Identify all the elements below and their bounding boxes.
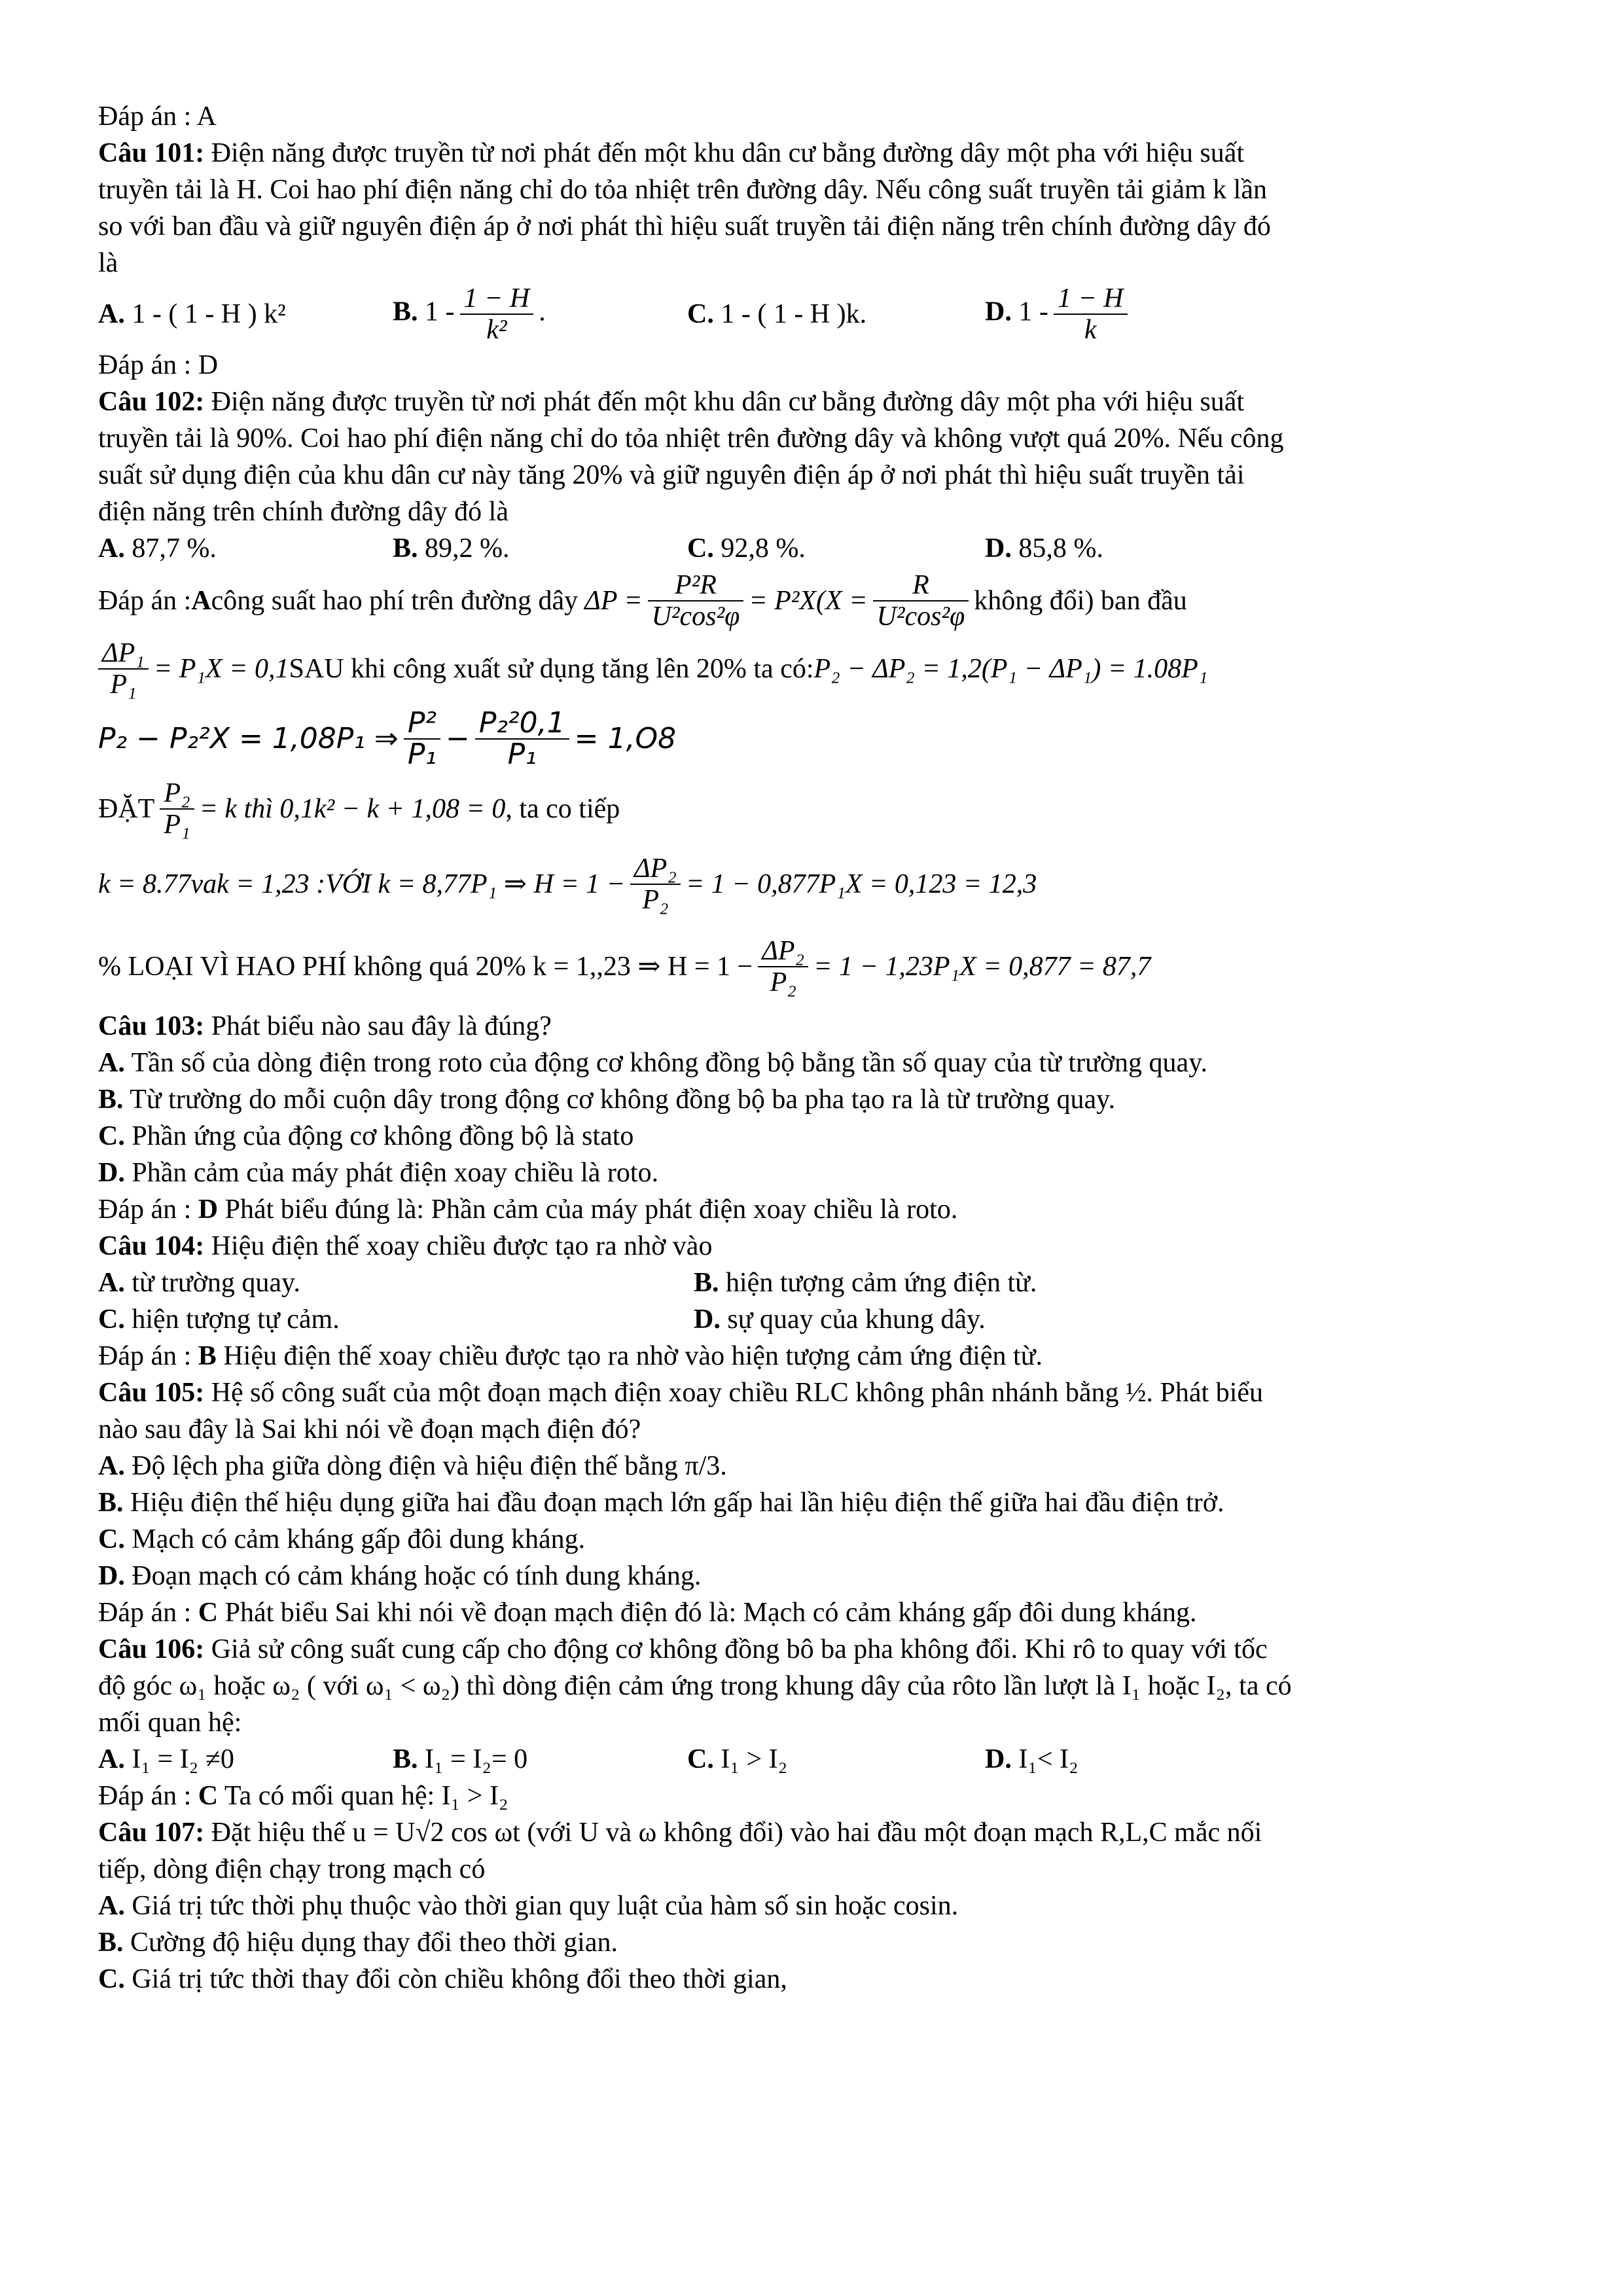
q104-options-row-1 [98, 1265, 1531, 1301]
q104-options-row-2 [98, 1301, 1531, 1338]
fraction: $\frac{\text{P₂}}{\text{P₁}}$ [160, 778, 194, 840]
option-a: A. 87,7 %. [98, 533, 217, 564]
q101-text-line: là [98, 248, 118, 278]
question-text: Điện năng được truyền từ nơi phát đến một khu dân cư bằng đường dây một pha với hiệu suất [204, 138, 1245, 168]
option-c: C. Mạch có cảm kháng gấp đôi dung kháng. [98, 1524, 586, 1554]
q105-answer: Đáp án : C Phát biểu Sai khi nói về đoạn mạch điện đó là: Mạch có cảm kháng gấp đôi dung kháng. [98, 1598, 1197, 1628]
q103-answer: Đáp án : D Phát biểu đúng là: Phần cảm của máy phát điện xoay chiều là roto. [98, 1194, 958, 1225]
option-b: B. Cường độ hiệu dụng thay đổi theo thời gian. [98, 1928, 618, 1958]
fraction: $\frac{\text{ΔP₁}}{\text{P₁}}$ [98, 638, 149, 700]
option-d: D. 1 - $\frac{1 - H}{k}$ [985, 283, 1133, 345]
option-d: D. 85,8 %. [985, 533, 1103, 564]
q105-text-line: Câu 105: Hệ số công suất của một đoạn mạch điện xoay chiều RLC không phân nhánh bằng ½. Phát biểu [98, 1378, 1264, 1408]
q102-options [98, 530, 1531, 567]
q106-answer: Đáp án : C Ta có mối quan hệ: I₁ > I₂ [98, 1781, 508, 1811]
option-d: D. I₁< I₂ [985, 1744, 1079, 1774]
option-d: D. Phần cảm của máy phát điện xoay chiều là roto. [98, 1158, 659, 1188]
q106-options [98, 1741, 1531, 1778]
option-a: A. Tần số của dòng điện trong roto của động cơ không đồng bộ bằng tần số quay của từ trường quay. [98, 1048, 1207, 1078]
fraction: $\frac{1 - H}{\text{k²}}$ [460, 283, 534, 345]
option-a: A. 1 - ( 1 - H ) k² [98, 299, 286, 329]
q102-solution-line-6: % LOẠI VÌ HAO PHÍ không quá 20% k = 1,,23 ⇒ H = 1 − $\frac{\text{ΔP₂}}{\text{P₂}}$ = 1 − 1,23P₁X = 0,877 = 87,7 [98, 936, 1151, 997]
fraction: $\frac{\text{ΔP₂}}{\text{P₂}}$ [630, 853, 681, 915]
q104-answer: Đáp án : B Hiệu điện thế xoay chiều được tạo ra nhờ vào hiện tượng cảm ứng điện từ. [98, 1341, 1043, 1371]
q102-solution-line-1: Đáp án : A công suất hao phí trên đường dây ΔP = $\frac{\text{P²R}}{\text{U²cos²φ}}$ = P²X(X = $\frac{R}{\text{U²cos²φ}}$ không đổi) ban đầu [98, 570, 1187, 632]
option-c: C. hiện tượng tự cảm. [98, 1304, 340, 1335]
question-label: Câu 106: [98, 1634, 205, 1664]
fraction: $\frac{R}{\text{U²cos²φ}}$ [873, 570, 969, 632]
q101-answer: Đáp án : D [98, 350, 219, 380]
q106-text-line: mối quan hệ: [98, 1708, 242, 1738]
option-a: A. I₁ = I₂ ≠0 [98, 1744, 234, 1774]
q107-text-line: tiếp, dòng điện chạy trong mạch có [98, 1854, 486, 1884]
option-b: B. Hiệu điện thế hiệu dụng giữa hai đầu đoạn mạch lớn gấp hai lần hiệu điện thế giữa hai đầu điện trở. [98, 1488, 1224, 1518]
fraction: $\frac{\text{P₂²0,1}}{\text{P₁}}$ [475, 708, 569, 770]
q101-text-line: truyền tải là H. Coi hao phí điện năng chỉ do tỏa nhiệt trên đường dây. Nếu công suất truyền tải giảm k lần [98, 175, 1267, 205]
question-label: Câu 101: [98, 138, 205, 168]
q101-options [98, 281, 1531, 347]
q102-solution-line-2: $\frac{\text{ΔP₁}}{\text{P₁}}$ = P₁X = 0,1 SAU khi công xuất sử dụng tăng lên 20% ta có: P₂ − ΔP₂ = 1,2(P₁ − ΔP₁) = 1.08P₁ [98, 635, 1531, 703]
option-a: A. Độ lệch pha giữa dòng điện và hiệu điện thế bằng π/3. [98, 1451, 727, 1481]
q101-text-line [98, 135, 1531, 171]
question-label: Câu 104: [98, 1231, 205, 1261]
question-label: Câu 107: [98, 1818, 205, 1848]
fraction: $\frac{\text{P²R}}{\text{U²cos²φ}}$ [648, 570, 744, 632]
q106-text-line: Câu 106: Giả sử công suất cung cấp cho động cơ không đồng bô ba pha không đổi. Khi rô to quay với tốc [98, 1634, 1268, 1664]
fraction: $\frac{\text{ΔP₂}}{\text{P₂}}$ [758, 936, 808, 997]
option-c: C. 1 - ( 1 - H )k. [687, 299, 867, 329]
option-b: B. Từ trường do mỗi cuộn dây trong động cơ không đồng bộ ba pha tạo ra là từ trường quay. [98, 1085, 1115, 1115]
option-d: D. sự quay của khung dây. [694, 1304, 986, 1335]
option-c: C. I₁ > I₂ [687, 1744, 788, 1774]
option-c: C. Phần ứng của động cơ không đồng bộ là stato [98, 1121, 634, 1151]
q105-text-line: nào sau đây là Sai khi nói về đoạn mạch điện đó? [98, 1414, 641, 1444]
option-c: C. 92,8 %. [687, 533, 806, 564]
document-page [98, 98, 1531, 1998]
q102-solution-line-5: k = 8.77vak = 1,23 :VỚI k = 8,77P₁ ⇒ H = 1 − $\frac{\text{ΔP₂}}{\text{P₂}}$ = 1 − 0,877P₁X = 0,123 = 12,3 [98, 853, 1037, 915]
q102-text-line: Câu 102: Điện năng được truyền từ nơi phát đến một khu dân cư bằng đường dây một pha với hiệu suất [98, 387, 1245, 417]
option-b: B. 89,2 %. [393, 533, 510, 564]
q107-text-line: Câu 107: Đặt hiệu thế u = U√2 cos ωt (với U và ω không đổi) vào hai đầu một đoạn mạch R,L,C mắc nối [98, 1818, 1262, 1848]
option-a: A. từ trường quay. [98, 1268, 300, 1298]
q101-text-line: so với ban đầu và giữ nguyên điện áp ở nơi phát thì hiệu suất truyền tải điện năng trên chính đường dây đó [98, 211, 1271, 242]
option-d: D. Đoạn mạch có cảm kháng hoặc có tính dung kháng. [98, 1561, 702, 1591]
q102-text-line: truyền tải là 90%. Coi hao phí điện năng chỉ do tỏa nhiệt trên đường dây và không vượt quá 20%. Nếu công [98, 423, 1284, 454]
option-c: C. Giá trị tức thời thay đổi còn chiều không đổi theo thời gian, [98, 1964, 787, 1994]
q102-text-line: suất sử dụng điện của khu dân cư này tăng 20% và giữ nguyên điện áp ở nơi phát thì hiệu suất truyền tải [98, 460, 1245, 490]
fraction: $\frac{\text{P²}}{\text{P₁}}$ [404, 708, 440, 770]
fraction: $\frac{1 - H}{k}$ [1054, 283, 1128, 345]
question-label: Câu 103: [98, 1011, 205, 1041]
question-label: Câu 102: [98, 387, 205, 417]
q102-solution-line-3: P₂ − P₂²X = 1,08P₁ ⇒ $\frac{\text{P²}}{\text{P₁}}$ − $\frac{\text{P₂²0,1}}{\text{P₁}}$ = 1,O8 [98, 706, 677, 771]
option-a: A. Giá trị tức thời phụ thuộc vào thời gian quy luật của hàm số sin hoặc cosin. [98, 1891, 959, 1921]
q103-text-line: Câu 103: Phát biểu nào sau đây là đúng? [98, 1011, 552, 1041]
q104-text-line: Câu 104: Hiệu điện thế xoay chiều được tạo ra nhờ vào [98, 1231, 713, 1261]
question-label: Câu 105: [98, 1378, 205, 1408]
option-b: B. I₁ = I₂= 0 [393, 1744, 528, 1774]
q102-solution-line-4: ĐẶT $\frac{\text{P₂}}{\text{P₁}}$ = k thì 0,1k² − k + 1,08 = 0 , ta co tiếp [98, 778, 620, 840]
q106-text-line: độ góc ω₁ hoặc ω₂ ( với ω₁ < ω₂) thì dòng điện cảm ứng trong khung dây của rôto lần lượt là I₁ hoặc I₂, ta có [98, 1671, 1292, 1701]
q100-answer: Đáp án : A [98, 101, 217, 132]
option-b: B. hiện tượng cảm ứng điện từ. [694, 1268, 1037, 1298]
option-b: B. 1 - $\frac{1 - H}{\text{k²}}$ . [393, 283, 546, 345]
q102-text-line: điện năng trên chính đường dây đó là [98, 497, 508, 527]
